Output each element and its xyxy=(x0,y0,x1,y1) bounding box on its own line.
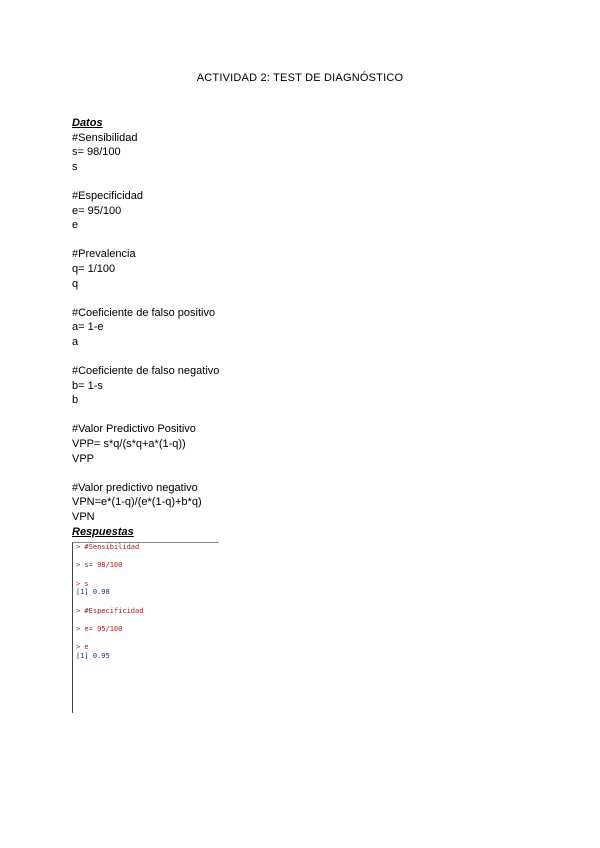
comment-line: #Valor predictivo negativo xyxy=(72,481,198,494)
console-command: > s xyxy=(76,579,89,588)
r-console-output xyxy=(72,542,219,713)
console-command: > e= 95/100 xyxy=(76,625,123,634)
code-block xyxy=(72,131,372,175)
code-block xyxy=(72,247,372,291)
console-spacer xyxy=(73,615,219,625)
console-spacer xyxy=(73,597,219,607)
code-block xyxy=(72,189,372,233)
code-line: VPP xyxy=(72,452,95,465)
console-command: > e xyxy=(76,643,89,652)
comment-line: #Valor Predictivo Positivo xyxy=(72,423,196,436)
code-line: b= 1-s xyxy=(72,379,103,392)
console-spacer xyxy=(73,633,219,643)
code-line: s xyxy=(72,160,78,173)
comment-line: #Sensibilidad xyxy=(72,131,138,144)
comment-line: #Especificidad xyxy=(72,189,143,202)
code-block xyxy=(72,481,372,525)
code-line: a xyxy=(72,335,79,348)
console-output: [1] 0.98 xyxy=(76,588,110,597)
code-line: a= 1-e xyxy=(72,321,104,334)
console-spacer xyxy=(73,570,219,580)
comment-line: #Prevalencia xyxy=(72,248,136,261)
code-line: VPN xyxy=(72,511,95,524)
code-line: q= 1/100 xyxy=(72,262,116,275)
code-line: VPN=e*(1-q)/(e*(1-q)+b*q) xyxy=(72,496,202,509)
code-line: q xyxy=(72,277,79,290)
document-body xyxy=(72,116,372,539)
code-block xyxy=(72,422,372,466)
document-title: ACTIVIDAD 2: TEST DE DIAGNÓSTICO xyxy=(196,72,404,84)
comment-line: #Coeficiente de falso positivo xyxy=(72,306,216,319)
console-output: [1] 0.95 xyxy=(76,651,110,660)
console-command: > s= 98/100 xyxy=(76,561,123,570)
console-command: > #Especificidad xyxy=(76,606,144,615)
datos-heading: Datos xyxy=(72,117,103,129)
code-block xyxy=(72,364,372,408)
respuestas-heading: Respuestas xyxy=(72,525,134,538)
code-block xyxy=(72,306,372,350)
code-line: e= 95/100 xyxy=(72,204,122,217)
code-line: VPP= s*q/(s*q+a*(1-q)) xyxy=(72,438,186,451)
code-line: e xyxy=(72,219,79,232)
code-line: s= 98/100 xyxy=(72,146,121,159)
comment-line: #Coeficiente de falso negativo xyxy=(72,365,220,378)
console-spacer xyxy=(73,551,219,561)
code-blocks xyxy=(72,131,372,525)
code-line: b xyxy=(72,394,79,407)
console-command: > #Sensibilidad xyxy=(76,543,140,551)
